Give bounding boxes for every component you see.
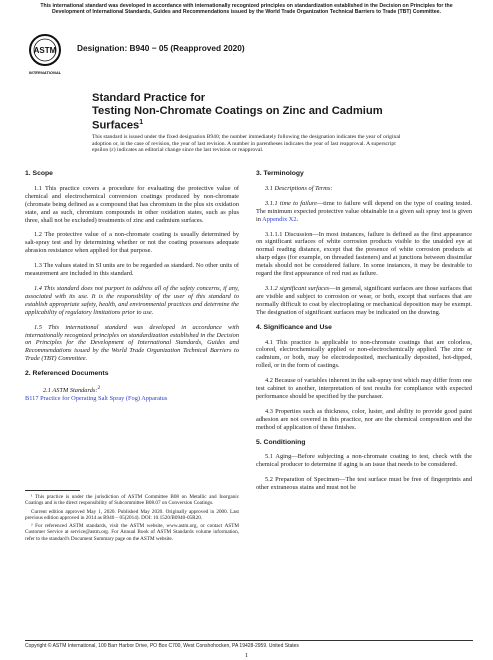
footnote-1: ¹ This practice is under the jurisdiction of ASTM Committee B08 on Metallic and Inorganic Coatings and is the direct responsibility of Subcommittee B08.07 on Conversion Coatings.	[25, 494, 239, 507]
logo-subtext: INTERNATIONAL	[28, 70, 62, 75]
term-significant-surfaces: 3.1.2 significant surfaces	[265, 284, 330, 292]
section-2-heading: 2. Referenced Documents	[25, 370, 109, 378]
title-line-1: Standard Practice for	[92, 92, 206, 104]
page-number: 1	[244, 652, 249, 659]
footnote-2: ² For referenced ASTM standards, visit the ASTM website, www.astm.org, or contact ASTM Customer Service at service@astm.org. For Annual Book of ASTM Standards volume information, refer to the standard's Document Summary page on the ASTM website.	[25, 523, 239, 542]
issued-note: This standard is issued under the fixed designation B940; the number immediately following the designation indicates the year of original adoption or, in the case of revision, the year of last revision. A number in parentheses indicates the year of last reapproval. A superscript epsilon (ε) indicates an editorial change since the last revision or reapproval.	[92, 134, 401, 154]
para-5-2: 5.2 Preparation of Specimen—The test surface must be free of fingerprints and other extraneous stains and must not be	[256, 476, 472, 492]
para-1-2: 1.2 The protective value of a non-chromate coating is usually determined by salt-spray test and by determining whether or not the coating possesses adequate abrasion resistance when applied for that purpose.	[25, 231, 239, 255]
astm-logo	[26, 32, 64, 82]
appendix-x2-link[interactable]: Appendix X2	[262, 215, 297, 223]
reference-b117[interactable]	[25, 395, 239, 403]
section-3-heading: 3. Terminology	[256, 170, 304, 177]
para-2-1	[25, 385, 239, 395]
section-5-heading: 5. Conditioning	[256, 438, 306, 446]
para-1-4: 1.4 This standard does not purport to address all of the safety concerns, if any, associated with its use. It is the responsibility of the user of this standard to establish appropriate safety, health, and environmental practices and determine the applicability of regulatory limitations prior to use.	[25, 284, 239, 316]
copyright-line: Copyright © ASTM International, 100 Barr Harbor Drive, PO Box C700, West Conshohocken, PA 19428-2959. United States	[25, 643, 299, 649]
time-to-failure-end: .	[296, 215, 299, 223]
logo-text: ASTM	[33, 46, 57, 55]
left-column	[25, 170, 239, 410]
para-4-2: 4.2 Because of variables inherent in the salt-spray test which may differ from one test cabinet to another, interpretation of test results for compliance with expected performance should be specified by the purchaser.	[256, 377, 472, 400]
significant-surfaces-text: —in general, significant surfaces are those surfaces that are visible and subject to corrosion or wear, or both, except that surfaces that are normally difficult to coat by electroplating or mechanical deposition may be exempt. The designation of significant surfaces may be indicated on the drawing.	[256, 284, 472, 316]
para-3-1: 3.1 Descriptions of Terms:	[265, 184, 333, 192]
designation: Designation: B940 − 05 (Reapproved 2020)	[77, 43, 245, 53]
para-3-1-1	[256, 200, 472, 224]
document-title	[92, 92, 422, 132]
header-notice: This international standard was developed in accordance with internationally recognized principles on standardization established in the Decision on Principles for the Development of International Standards, Guides and Recommendations issued by the World Trade Organization Technical Barriers to Trade (TBT) Committee.	[40, 3, 453, 16]
time-to-failure-text: —time to failure will depend on the type of coating tested. The minimum expected protective value obtainable in a given salt spray test is given in	[256, 199, 472, 223]
para-1-1: 1.1 This practice covers a procedure for evaluating the protective value of chemical and electrochemical conversion coatings produced by non-chromate (chromate being defined as a compound that has chromium in the plus six oxidation state, and as such, chromium compounds in other oxidation states, such as plus three, shall not be excluded) treatments of zinc and cadmium surfaces.	[25, 184, 239, 224]
ref-code-link[interactable]: B117	[25, 395, 39, 403]
footnote-1b: Current edition approved May 1, 2020. Published May 2020. Originally approved in 2000. Last previous edition approved in 2014 as B940 – 05(2014). DOI: 10.1520/B0940-05R20.	[25, 508, 239, 521]
para-5-1: 5.1 Aging—Before subjecting a non-chromate coating to test, check with the chemical producer to determine if aging is an issue that needs to be considered.	[256, 453, 472, 469]
title-line-2: Testing Non-Chromate Coatings on Zinc and Cadmium	[92, 104, 383, 117]
title-line-3: Surfaces	[92, 119, 140, 132]
term-time-to-failure: 3.1.1 time to failure	[265, 199, 317, 207]
right-column	[256, 170, 472, 499]
section-1-heading: 1. Scope	[25, 170, 53, 177]
para-3-1-2	[256, 285, 472, 317]
title-footnote-mark: 1	[139, 119, 144, 126]
para-3-1-1-1: 3.1.1.1 Discussion—In most instances, failure is defined as the first appearance on significant surfaces of white corrosion products visible to the unaided eye at normal reading distance, except that the presence of white corrosion products at sharp edges (for example, on threaded fasteners) and at junctions between dissimilar metals should not be considered failure. In some instances, it may be desirable to regard the first appearance of red rust as failure.	[256, 230, 472, 278]
footnotes	[25, 494, 239, 544]
para-1-5: 1.5 This international standard was developed in accordance with internationally recognized principles on standardization established in the Decision on Principles for the Development of International Standards, Guides and Recommendations issued by the World Trade Organization Technical Barriers to Trade (TBT) Committee.	[25, 323, 239, 363]
ref-title-link[interactable]: Practice for Operating Salt Spray (Fog) Apparatus	[40, 395, 168, 403]
para-1-3: 1.3 The values stated in SI units are to be regarded as standard. No other units of measurement are included in this standard.	[25, 262, 239, 278]
para-4-3: 4.3 Properties such as thickness, color, luster, and ability to provide good paint adhesion are not covered in this practice, nor are the chemical composition and the method of application of these finishes.	[256, 407, 472, 431]
footnote-divider	[25, 490, 80, 491]
astm-standards-label: 2.1 ASTM Standards:	[43, 387, 98, 395]
footnote-mark-2: 2	[97, 385, 101, 392]
section-4-heading: 4. Significance and Use	[256, 323, 332, 331]
para-4-1: 4.1 This practice is applicable to non-chromate coatings that are colorless, colored, electrochemically applied or non-electrochemically applied. The zinc or cadmium, or both, may be electrodeposited, mechanically deposited, hot-dipped, rolled, or in the form of castings.	[256, 338, 472, 370]
page-footer-divider	[25, 640, 473, 641]
